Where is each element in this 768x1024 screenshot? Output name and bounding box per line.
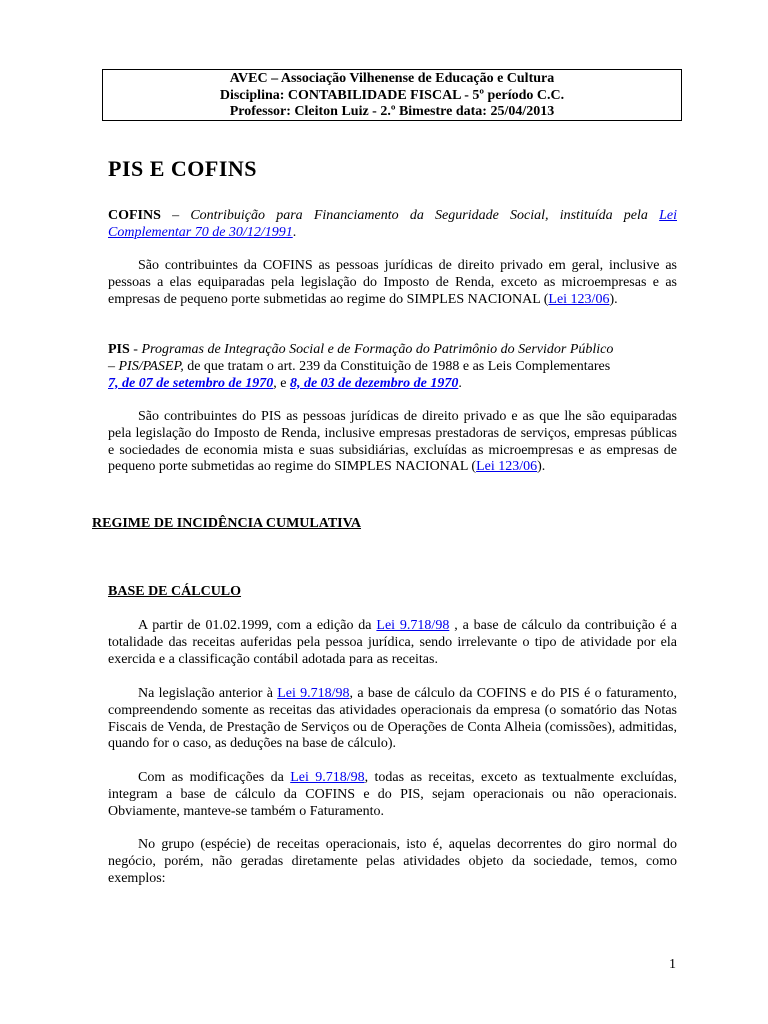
lei-complementar-70-link[interactable]: Lei Complementar 70 de 30/12/1991 bbox=[108, 208, 678, 240]
header-professor: Professor: Cleiton Luiz - 2.º Bimestre data: 25/04/2013 bbox=[229, 104, 555, 119]
lei-9718-link[interactable]: Lei 9.718/98 bbox=[376, 618, 450, 633]
pis-definition: PIS - Programas de Integração Social e de Formação do Patrimônio do Servidor Público – PIS/PASEP, de que tratam o art. 239 da Constituição de 1988 e as Leis Complementares 7, de 07 de setembro de 1970, e 8, de 03 de dezembro de 1970. bbox=[108, 342, 614, 391]
regime-heading: REGIME DE INCIDÊNCIA CUMULATIVA bbox=[92, 516, 362, 531]
pis-contributors-paragraph: São contribuintes do PIS as pessoas jurídicas de direito privado e as que lhe são equiparadas pela legislação do Imposto de Renda, inclusive empresas prestadoras de serviços, empresas públicas e sociedades de economia mista e suas subsidiárias, excluídas as microempresas e as empresas de pequeno porte submetidas ao regime do SIMPLES NACIONAL (Lei 123/06). bbox=[108, 409, 677, 475]
page-title: PIS E COFINS bbox=[108, 156, 258, 181]
lei-123-link[interactable]: Lei 123/06 bbox=[476, 459, 538, 475]
base-paragraph-3: Com as modificações da Lei 9.718/98, todas as receitas, exceto as textualmente excluídas, integram a base de cálculo da COFINS e do PIS, sejam operacionais ou não operacionais. Obviamente, manteve-se também o Faturamento. bbox=[108, 770, 678, 819]
cofins-definition-text: Contribuição para Financiamento da Seguridade Social, instituída pela bbox=[190, 208, 660, 223]
lei-9718-link[interactable]: Lei 9.718/98 bbox=[290, 770, 365, 785]
page-number: 1 bbox=[669, 957, 676, 972]
cofins-term: COFINS bbox=[108, 208, 161, 223]
pis-definition-text: - Programas de Integração Social e de Formação do Patrimônio do Servidor Público bbox=[129, 342, 614, 357]
base-paragraph-1: A partir de 01.02.1999, com a edição da Lei 9.718/98 , a base de cálculo da contribuição é a totalidade das receitas auferidas pela pessoa jurídica, sendo irrelevante o tipo de atividade por ela exercida e a classificação contábil adotada para as receitas. bbox=[108, 618, 678, 667]
document-header-box bbox=[102, 69, 682, 121]
lei-123-link[interactable]: Lei 123/06 bbox=[548, 291, 610, 307]
cofins-dash: – bbox=[160, 208, 191, 223]
cofins-contributors-paragraph: São contribuintes da COFINS as pessoas jurídicas de direito privado em geral, inclusive as pessoas a elas equiparadas pela legislação do Imposto de Renda, exceto as microempresas e as empresas de pequeno porte submetidas ao regime do SIMPLES NACIONAL (Lei 123/06). bbox=[108, 258, 677, 307]
lei-complementar-8-link[interactable]: 8, de 03 de dezembro de 1970 bbox=[289, 375, 459, 391]
lei-complementar-7-link[interactable]: 7, de 07 de setembro de 1970 bbox=[108, 375, 274, 391]
cofins-definition: COFINS – Contribuição para Financiamento da Seguridade Social, instituída pela Lei Complementar 70 de 30/12/1991. bbox=[108, 208, 678, 240]
base-paragraph-2: Na legislação anterior à Lei 9.718/98, a base de cálculo da COFINS e do PIS é o faturamento, compreendendo somente as receitas das atividades operacionais da empresa (o somatório das Notas Fiscais de Venda, de Prestação de Serviços ou de Operações de Conta Alheia (comissões), admitidas, quando for o caso, as deduções na base de cálculo). bbox=[108, 686, 678, 752]
base-calculo-heading: BASE DE CÁLCULO bbox=[108, 584, 242, 599]
pis-term: PIS bbox=[108, 342, 130, 357]
header-institution: AVEC – Associação Vilhenense de Educação e Cultura bbox=[229, 71, 555, 86]
lei-9718-link[interactable]: Lei 9.718/98 bbox=[277, 686, 350, 701]
header-discipline: Disciplina: CONTABILIDADE FISCAL - 5º período C.C. bbox=[219, 87, 565, 103]
base-paragraph-4: No grupo (espécie) de receitas operacionais, isto é, aquelas decorrentes do giro normal do negócio, porém, não geradas diretamente pelas atividades objeto da sociedade, temos, como exemplos: bbox=[108, 837, 677, 886]
